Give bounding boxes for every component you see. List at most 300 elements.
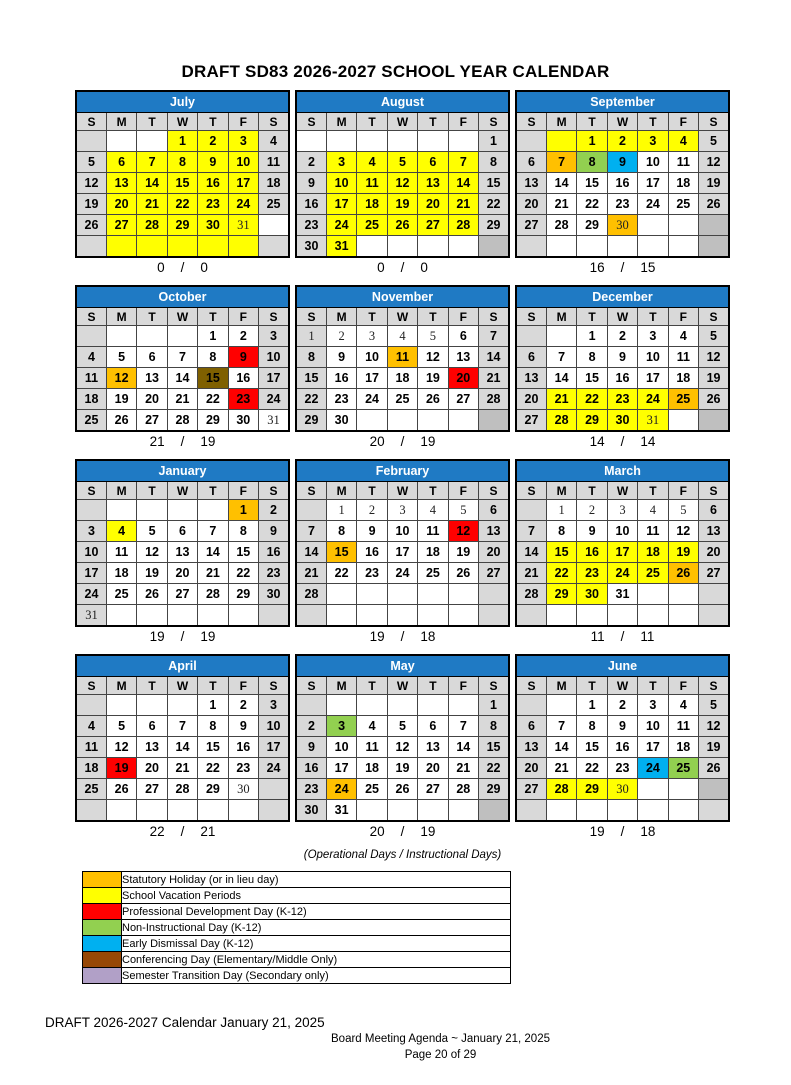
empty-cell	[167, 500, 197, 521]
operational-days: 16	[589, 260, 605, 275]
day-cell: 13	[106, 173, 136, 194]
empty-cell	[198, 236, 228, 258]
day-cell: 3	[387, 500, 417, 521]
day-cell: 12	[699, 347, 729, 368]
day-cell: 7	[167, 347, 197, 368]
day-cell: 21	[448, 758, 478, 779]
day-cell: 1	[577, 326, 607, 347]
day-cell: 27	[137, 779, 167, 800]
day-cell: 11	[638, 521, 668, 542]
day-cell: 6	[516, 716, 546, 737]
day-cell: 8	[577, 716, 607, 737]
empty-cell	[167, 800, 197, 822]
day-cell: 26	[76, 215, 106, 236]
legend-label: Early Dismissal Day (K-12)	[122, 936, 511, 952]
empty-cell	[638, 800, 668, 822]
legend-label: Conferencing Day (Elementary/Middle Only)	[122, 952, 511, 968]
day-cell: 25	[76, 410, 106, 432]
empty-cell	[106, 800, 136, 822]
day-cell: 20	[418, 194, 448, 215]
day-cell: 4	[418, 500, 448, 521]
empty-cell	[357, 236, 387, 258]
day-cell: 31	[326, 236, 356, 258]
day-cell: 10	[259, 716, 289, 737]
weekday-header: T	[418, 113, 448, 131]
day-cell: 2	[228, 326, 258, 347]
legend-swatch	[83, 872, 122, 888]
day-cell: 27	[137, 410, 167, 432]
empty-cell	[106, 236, 136, 258]
weekday-header: S	[76, 677, 106, 695]
totals-slash: /	[180, 629, 185, 644]
weekday-header: S	[76, 308, 106, 326]
day-cell: 31	[259, 410, 289, 432]
empty-cell	[167, 236, 197, 258]
day-cell: 13	[516, 737, 546, 758]
instructional-days: 19	[200, 434, 216, 449]
day-cell: 14	[198, 542, 228, 563]
day-cell: 16	[198, 173, 228, 194]
weekday-header: S	[699, 308, 729, 326]
day-cell: 31	[76, 605, 106, 627]
day-cell: 25	[76, 779, 106, 800]
month-november	[295, 285, 510, 451]
day-cell: 8	[326, 521, 356, 542]
day-cell: 23	[357, 563, 387, 584]
day-cell: 22	[326, 563, 356, 584]
empty-cell	[638, 236, 668, 258]
totals-slash: /	[400, 434, 405, 449]
weekday-header: S	[516, 113, 546, 131]
month-table	[75, 90, 290, 258]
empty-cell	[259, 800, 289, 822]
day-cell: 10	[326, 737, 356, 758]
weekday-header: W	[607, 113, 637, 131]
day-cell: 24	[357, 389, 387, 410]
day-cell: 23	[607, 758, 637, 779]
weekday-header: T	[198, 308, 228, 326]
instructional-days: 19	[420, 824, 436, 839]
day-cell: 6	[137, 347, 167, 368]
empty-cell	[198, 800, 228, 822]
day-cell: 1	[198, 695, 228, 716]
month-july	[75, 90, 290, 277]
empty-cell	[607, 800, 637, 822]
day-cell: 30	[198, 215, 228, 236]
weekday-header: T	[137, 677, 167, 695]
weekday-header: F	[668, 677, 698, 695]
day-cell: 22	[577, 389, 607, 410]
weekday-header: M	[106, 113, 136, 131]
day-cell: 4	[76, 347, 106, 368]
day-cell: 21	[137, 194, 167, 215]
empty-cell	[699, 800, 729, 822]
day-cell: 14	[546, 368, 576, 389]
day-cell: 21	[198, 563, 228, 584]
day-cell: 4	[259, 131, 289, 152]
day-cell: 12	[106, 368, 136, 389]
weekday-header: T	[357, 677, 387, 695]
day-cell: 3	[607, 500, 637, 521]
day-cell: 15	[198, 737, 228, 758]
weekday-header: S	[259, 677, 289, 695]
empty-cell	[76, 236, 106, 258]
day-cell: 28	[479, 389, 509, 410]
day-cell: 10	[357, 347, 387, 368]
day-cell: 15	[577, 737, 607, 758]
day-cell: 5	[387, 152, 417, 173]
day-cell: 13	[418, 173, 448, 194]
day-cell: 7	[296, 521, 326, 542]
month-march	[515, 459, 730, 646]
empty-cell	[516, 131, 546, 152]
month-totals	[295, 629, 510, 646]
weekday-header: T	[638, 482, 668, 500]
day-cell: 31	[326, 800, 356, 822]
empty-cell	[137, 326, 167, 347]
day-cell: 5	[137, 521, 167, 542]
day-cell: 19	[137, 563, 167, 584]
day-cell: 18	[638, 542, 668, 563]
day-cell: 12	[699, 716, 729, 737]
day-cell: 18	[668, 173, 698, 194]
day-cell: 12	[106, 737, 136, 758]
day-cell: 4	[638, 500, 668, 521]
day-cell: 1	[546, 500, 576, 521]
empty-cell	[259, 605, 289, 627]
day-cell: 6	[448, 326, 478, 347]
empty-cell	[137, 605, 167, 627]
day-cell: 16	[296, 758, 326, 779]
weekday-header: F	[448, 113, 478, 131]
operational-days: 20	[369, 824, 385, 839]
day-cell: 17	[326, 194, 356, 215]
empty-cell	[387, 800, 417, 822]
day-cell: 7	[448, 716, 478, 737]
day-cell: 14	[448, 173, 478, 194]
weekday-header: M	[546, 677, 576, 695]
day-cell: 13	[167, 542, 197, 563]
day-cell: 5	[76, 152, 106, 173]
day-cell: 5	[668, 500, 698, 521]
day-cell: 5	[106, 716, 136, 737]
month-title: May	[296, 655, 509, 677]
day-cell: 28	[546, 215, 576, 236]
day-cell: 24	[326, 215, 356, 236]
legend-label: Professional Development Day (K-12)	[122, 904, 511, 920]
legend-swatch	[83, 936, 122, 952]
day-cell: 6	[479, 500, 509, 521]
day-cell: 27	[516, 215, 546, 236]
day-cell: 29	[577, 410, 607, 432]
instructional-days: 19	[420, 434, 436, 449]
empty-cell	[387, 605, 417, 627]
day-cell: 15	[326, 542, 356, 563]
month-table	[295, 285, 510, 432]
weekday-header: S	[259, 113, 289, 131]
day-cell: 17	[76, 563, 106, 584]
day-cell: 19	[387, 758, 417, 779]
day-cell: 31	[638, 410, 668, 432]
day-cell: 5	[387, 716, 417, 737]
month-totals	[515, 434, 730, 451]
weekday-header: F	[448, 482, 478, 500]
empty-cell	[387, 410, 417, 432]
day-cell: 7	[516, 521, 546, 542]
empty-cell	[106, 500, 136, 521]
day-cell: 3	[259, 695, 289, 716]
day-cell: 17	[357, 368, 387, 389]
day-cell: 25	[259, 194, 289, 215]
empty-cell	[296, 695, 326, 716]
legend-swatch	[83, 904, 122, 920]
day-cell: 27	[479, 563, 509, 584]
day-cell: 11	[76, 368, 106, 389]
weekday-header: T	[577, 482, 607, 500]
empty-cell	[448, 695, 478, 716]
day-cell: 25	[668, 389, 698, 410]
empty-cell	[699, 236, 729, 258]
month-table	[515, 459, 730, 627]
weekday-header: F	[448, 308, 478, 326]
day-cell: 14	[296, 542, 326, 563]
empty-cell	[418, 605, 448, 627]
day-cell: 14	[546, 737, 576, 758]
day-cell: 12	[699, 152, 729, 173]
day-cell: 11	[418, 521, 448, 542]
empty-cell	[167, 695, 197, 716]
day-cell: 26	[699, 389, 729, 410]
month-totals	[515, 629, 730, 646]
weekday-header: W	[167, 482, 197, 500]
day-cell: 10	[638, 347, 668, 368]
day-cell: 22	[167, 194, 197, 215]
empty-cell	[76, 500, 106, 521]
weekday-header: M	[106, 482, 136, 500]
day-cell: 5	[699, 326, 729, 347]
empty-cell	[387, 695, 417, 716]
empty-cell	[479, 236, 509, 258]
day-cell: 19	[699, 368, 729, 389]
day-cell: 25	[668, 194, 698, 215]
day-cell: 28	[546, 779, 576, 800]
day-cell: 3	[326, 152, 356, 173]
totals-slash: /	[400, 824, 405, 839]
day-cell: 28	[198, 584, 228, 605]
day-cell: 3	[259, 326, 289, 347]
day-cell: 7	[167, 716, 197, 737]
weekday-header: W	[387, 482, 417, 500]
empty-cell	[76, 800, 106, 822]
day-cell: 20	[516, 389, 546, 410]
day-cell: 8	[167, 152, 197, 173]
day-cell: 13	[699, 521, 729, 542]
weekday-header: S	[479, 677, 509, 695]
day-cell: 21	[546, 389, 576, 410]
day-cell: 11	[387, 347, 417, 368]
day-cell: 26	[448, 563, 478, 584]
day-cell: 3	[326, 716, 356, 737]
empty-cell	[137, 131, 167, 152]
weekday-header: S	[76, 482, 106, 500]
empty-cell	[418, 410, 448, 432]
day-cell: 23	[577, 563, 607, 584]
empty-cell	[137, 500, 167, 521]
empty-cell	[259, 215, 289, 236]
day-cell: 8	[546, 521, 576, 542]
totals-slash: /	[620, 260, 625, 275]
day-cell: 11	[668, 716, 698, 737]
weekday-header: M	[546, 482, 576, 500]
day-cell: 10	[259, 347, 289, 368]
day-cell: 26	[668, 563, 698, 584]
legend-row	[83, 936, 511, 952]
instructional-days: 21	[200, 824, 216, 839]
day-cell: 19	[106, 758, 136, 779]
day-cell: 28	[448, 779, 478, 800]
day-cell: 4	[387, 326, 417, 347]
empty-cell	[607, 236, 637, 258]
weekday-header: S	[699, 113, 729, 131]
empty-cell	[448, 236, 478, 258]
day-cell: 29	[479, 779, 509, 800]
instructional-days: 0	[200, 260, 208, 275]
day-cell: 27	[699, 563, 729, 584]
day-cell: 9	[577, 521, 607, 542]
legend-swatch	[83, 968, 122, 984]
day-cell: 28	[296, 584, 326, 605]
weekday-header: T	[137, 113, 167, 131]
weekday-header: M	[106, 308, 136, 326]
day-cell: 30	[259, 584, 289, 605]
month-title: December	[516, 286, 729, 308]
day-cell: 23	[198, 194, 228, 215]
day-cell: 6	[167, 521, 197, 542]
empty-cell	[479, 605, 509, 627]
empty-cell	[418, 584, 448, 605]
day-cell: 7	[546, 347, 576, 368]
day-cell: 8	[228, 521, 258, 542]
month-april	[75, 654, 290, 841]
day-cell: 16	[607, 737, 637, 758]
day-cell: 27	[106, 215, 136, 236]
calendar-row	[75, 459, 730, 646]
weekday-header: S	[76, 113, 106, 131]
weekday-header: S	[479, 308, 509, 326]
day-cell: 14	[167, 737, 197, 758]
month-table	[295, 459, 510, 627]
day-cell: 21	[167, 758, 197, 779]
day-cell: 10	[387, 521, 417, 542]
day-cell: 9	[607, 347, 637, 368]
day-cell: 23	[607, 389, 637, 410]
day-cell: 10	[607, 521, 637, 542]
empty-cell	[448, 131, 478, 152]
day-cell: 15	[577, 368, 607, 389]
weekday-header: S	[516, 677, 546, 695]
totals-slash: /	[180, 434, 185, 449]
day-cell: 6	[137, 716, 167, 737]
day-cell: 27	[448, 389, 478, 410]
empty-cell	[448, 605, 478, 627]
day-cell: 1	[296, 326, 326, 347]
day-cell: 28	[167, 779, 197, 800]
day-cell: 29	[198, 779, 228, 800]
day-cell: 21	[546, 758, 576, 779]
empty-cell	[76, 695, 106, 716]
day-cell: 18	[76, 389, 106, 410]
day-cell: 22	[296, 389, 326, 410]
weekday-header: W	[387, 113, 417, 131]
day-cell: 22	[479, 194, 509, 215]
day-cell: 18	[259, 173, 289, 194]
weekday-header: T	[577, 677, 607, 695]
day-cell: 2	[228, 695, 258, 716]
empty-cell	[137, 800, 167, 822]
day-cell: 22	[228, 563, 258, 584]
empty-cell	[516, 800, 546, 822]
weekday-header: F	[668, 308, 698, 326]
day-cell: 26	[699, 194, 729, 215]
empty-cell	[326, 695, 356, 716]
empty-cell	[326, 584, 356, 605]
day-cell: 1	[577, 695, 607, 716]
day-cell: 19	[699, 737, 729, 758]
weekday-header: S	[516, 308, 546, 326]
day-cell: 6	[516, 152, 546, 173]
day-cell: 15	[479, 737, 509, 758]
day-cell: 4	[357, 716, 387, 737]
month-totals	[515, 260, 730, 277]
empty-cell	[638, 605, 668, 627]
day-cell: 22	[198, 389, 228, 410]
weekday-header: S	[259, 308, 289, 326]
empty-cell	[326, 131, 356, 152]
empty-cell	[357, 131, 387, 152]
calendar-row	[75, 285, 730, 451]
day-cell: 11	[76, 737, 106, 758]
page-title: DRAFT SD83 2026-2027 SCHOOL YEAR CALENDAR	[181, 62, 610, 81]
empty-cell	[668, 410, 698, 432]
day-cell: 16	[607, 368, 637, 389]
weekday-header: M	[326, 308, 356, 326]
day-cell: 1	[198, 326, 228, 347]
day-cell: 7	[479, 326, 509, 347]
day-cell: 29	[167, 215, 197, 236]
day-cell: 29	[198, 410, 228, 432]
day-cell: 20	[516, 758, 546, 779]
empty-cell	[699, 779, 729, 800]
day-cell: 26	[106, 410, 136, 432]
day-cell: 27	[418, 779, 448, 800]
totals-slash: /	[620, 629, 625, 644]
empty-cell	[106, 695, 136, 716]
empty-cell	[638, 215, 668, 236]
legend	[82, 871, 511, 984]
day-cell: 5	[418, 326, 448, 347]
month-title: January	[76, 460, 289, 482]
month-totals	[515, 824, 730, 841]
day-cell: 24	[638, 758, 668, 779]
month-table	[515, 90, 730, 258]
day-cell: 16	[326, 368, 356, 389]
day-cell: 20	[106, 194, 136, 215]
day-cell: 17	[326, 758, 356, 779]
day-cell: 24	[259, 758, 289, 779]
legend-label: Semester Transition Day (Secondary only)	[122, 968, 511, 984]
operational-days: 19	[149, 629, 165, 644]
day-cell: 25	[668, 758, 698, 779]
